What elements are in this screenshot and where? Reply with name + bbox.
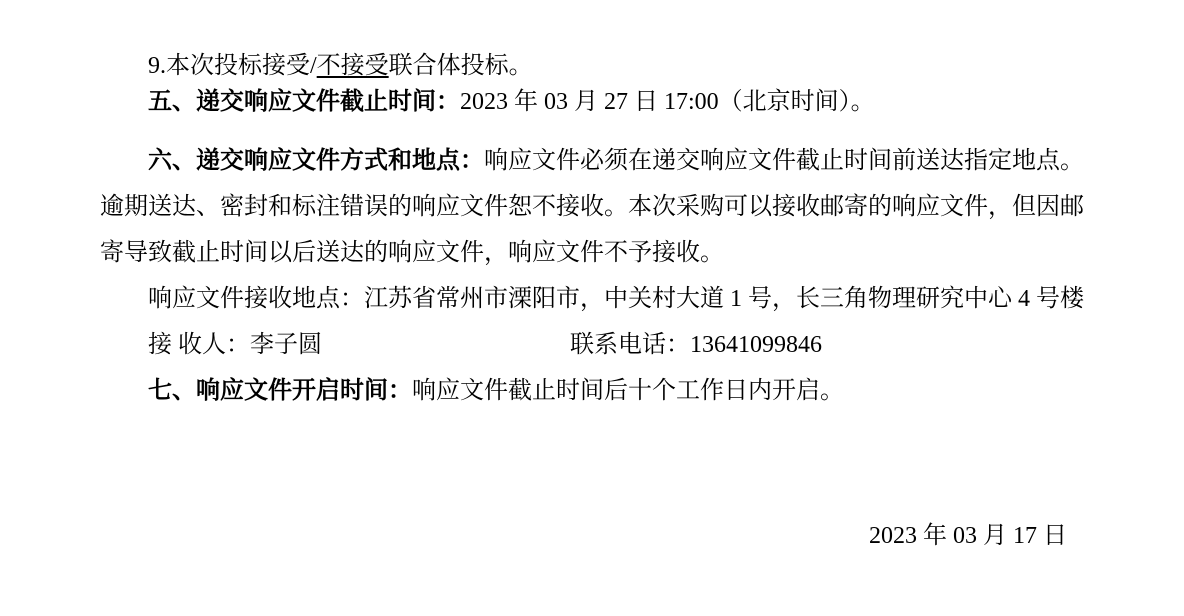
contact-line (100, 322, 1085, 368)
section-7-line (100, 368, 1085, 414)
section-6-line-1 (100, 138, 1085, 184)
section-7-body: 响应文件截止时间后十个工作日内开启。 (412, 378, 844, 404)
clause-9-underlined-option: 不接受 (316, 53, 389, 79)
section-7-heading: 七、响应文件开启时间： (148, 378, 412, 404)
document-date: 2023 年 03 月 17 日 (869, 523, 1067, 549)
clause-9-line (100, 48, 1085, 84)
receiver-block (148, 322, 570, 368)
phone-label: 联系电话： (570, 332, 690, 358)
clause-9-text-before: 9.本次投标接受/ (148, 53, 317, 79)
section-5-heading: 五、递交响应文件截止时间： (148, 89, 460, 115)
section-6-body-start: 响应文件必须在递交响应文件截止时间前送达指定地点。 (484, 148, 1084, 174)
section-5-body: 2023 年 03 月 27 日 17:00（北京时间）。 (460, 89, 875, 115)
phone-number: 13641099846 (690, 332, 822, 358)
section-6-line-3: 寄导致截止时间以后送达的响应文件，响应文件不予接收。 (100, 240, 724, 266)
receiver-label: 接 收人： (148, 332, 250, 358)
section-6-heading: 六、递交响应文件方式和地点： (148, 148, 484, 174)
address-line: 响应文件接收地点：江苏省常州市溧阳市，中关村大道 1 号，长三角物理研究中心 4 号楼 (148, 286, 1084, 312)
receiver-name: 李子圆 (250, 332, 322, 358)
clause-9-text-after: 联合体投标。 (388, 53, 533, 79)
section-5-deadline-line (100, 84, 1085, 120)
section-6-line-2: 逾期送达、密封和标注错误的响应文件恕不接收。本次采购可以接收邮寄的响应文件，但因邮 (100, 194, 1084, 220)
